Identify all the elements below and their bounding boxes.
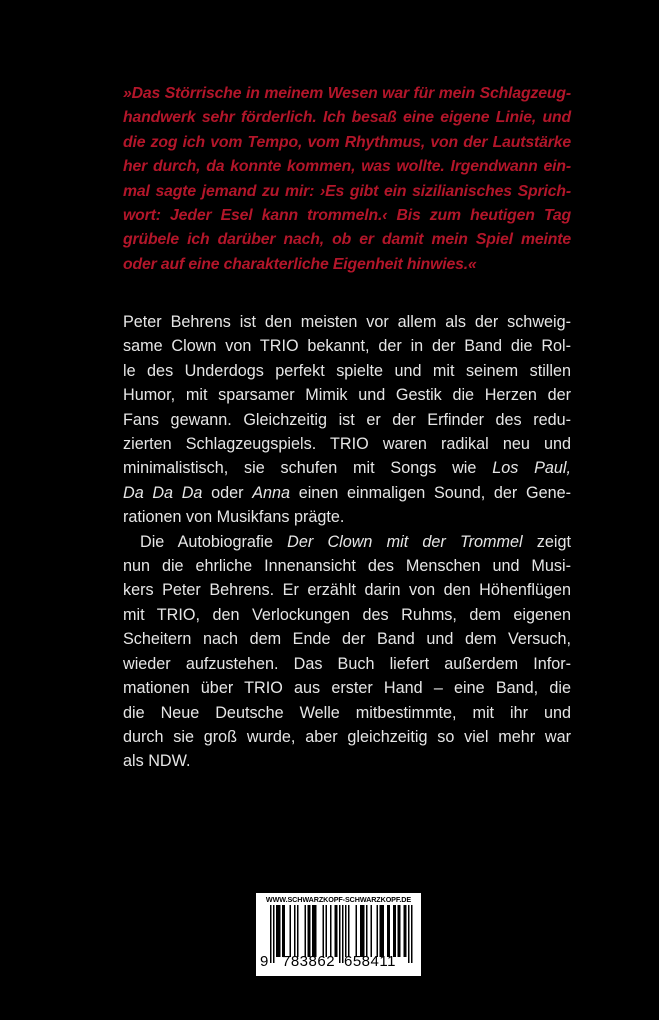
book-title: Der Clown mit der Trommel [287, 532, 523, 551]
blurb-line: nun die ehrliche Innenansicht des Menschen und Musi- [123, 557, 571, 576]
barcode-bar [360, 905, 362, 957]
barcode-bar [297, 905, 299, 957]
barcode-bar [336, 905, 338, 957]
barcode-bar [380, 905, 382, 957]
blurb-line [123, 456, 571, 480]
barcode-bar [387, 905, 389, 957]
barcode-bar [393, 905, 395, 957]
blurb-line: mit TRIO, den Verlockungen des Ruhms, dem eigenen [123, 605, 571, 624]
blurb-text-run: Die Autobiografie [140, 532, 288, 551]
song-title-anna: Anna [252, 483, 291, 502]
blurb-line: die Neue Deutsche Welle mitbestimmte, mit ihr und [123, 703, 571, 722]
blurb-line: zierten Schlagzeugspiels. TRIO waren radikal neu und [123, 435, 571, 454]
blurb-text-run: minimalistisch, sie schufen mit Songs wie [123, 459, 493, 478]
barcode-bar [366, 905, 368, 957]
blurb-line: als NDW. [123, 752, 191, 771]
blurb-line: mationen über TRIO aus erster Hand – eine Band, die [123, 679, 571, 698]
quote-line: grübele ich darüber nach, ob er damit mein Spiel meinte [123, 231, 571, 249]
blurb-line: durch sie groß wurde, aber gleichzeitig so viel mehr war [123, 727, 571, 746]
barcode-digit-group: 658411 [344, 953, 396, 970]
barcode-bar [276, 905, 278, 957]
blurb-line [123, 481, 571, 505]
barcode-bar [315, 905, 317, 957]
barcode-bar [312, 905, 314, 957]
blurb-line: Humor, mit sparsamer Mimik und Gestik die Herzen der [123, 386, 571, 405]
barcode-bar [326, 905, 328, 957]
quote-line: wort: Jeder Esel kann trommeln.‹ Bis zum heutigen Tag [123, 207, 571, 225]
blurb-line: Fans gewann. Gleichzeitig ist er der Erfinder des redu- [123, 410, 571, 429]
barcode-digits [256, 953, 421, 973]
quote-line: »Das Störrische in meinem Wesen war für mein Schlagzeug- [123, 85, 571, 102]
blurb-text [123, 310, 571, 774]
publisher-url: WWW.SCHWARZKOPF-SCHWARZKOPF.DE [265, 895, 412, 904]
blurb-line: Scheitern nach dem Ende der Band und dem Versuch, [123, 630, 571, 649]
blurb-line: rationen von Musikfans prägte. [123, 508, 345, 527]
quote-line: handwerk sehr förderlich. Ich besaß eine eigene Linie, und [123, 109, 571, 127]
barcode-bar [294, 905, 296, 957]
barcode-bar [399, 905, 401, 957]
blurb-line: le des Underdogs perfekt spielte und mit seinem stillen [123, 361, 571, 380]
barcode-bar [290, 905, 292, 957]
barcode-bar [383, 905, 385, 957]
barcode-bar [404, 905, 406, 957]
barcode-bar [335, 905, 337, 957]
barcode-bar [356, 905, 358, 957]
barcode-bar [279, 905, 281, 957]
barcode-bar [305, 905, 307, 957]
quote-line: mal sagte jemand zu mir: ›Es gibt ein sizilianisches Sprich- [123, 182, 571, 200]
barcode-bar [282, 905, 284, 957]
barcode-bar [309, 905, 311, 957]
barcode-bar [314, 905, 316, 957]
barcode-bar [323, 905, 325, 957]
barcode-bar [278, 905, 280, 957]
quote-line: her durch, da konnte kommen, was wollte. Irgendwann ein- [123, 158, 571, 176]
barcode-bar [345, 905, 347, 957]
song-title-da-da-da: Da Da Da [123, 483, 203, 502]
blurb-text-run: einen einmaligen Sound, der Gene- [290, 483, 571, 502]
barcode-digit-group: 783862 [282, 953, 336, 970]
barcode-bar [330, 905, 332, 957]
barcode-bar [381, 905, 383, 957]
blurb-text-run: zeigt [522, 532, 571, 551]
blurb-line: wieder aufzustehen. Das Buch liefert außerdem Infor- [123, 654, 571, 673]
barcode-lead-digit: 9 [260, 953, 269, 970]
barcode-bar [389, 905, 391, 957]
barcode-bar [348, 905, 350, 957]
pull-quote [123, 82, 571, 277]
isbn-barcode [256, 893, 421, 976]
barcode-bar [308, 905, 310, 957]
blurb-text-run: oder [202, 483, 253, 502]
blurb-line: kers Peter Behrens. Er erzählt darin von den Höhenflügen [123, 581, 571, 600]
barcode-bar [371, 905, 373, 957]
quote-line: oder auf eine charakterliche Eigenheit hinwies.« [123, 255, 477, 273]
barcode-bar [405, 905, 407, 957]
barcode-bar [284, 905, 286, 957]
song-title-los-paul: Los Paul, [492, 459, 571, 478]
blurb-line [123, 530, 571, 554]
barcode-bar [377, 905, 379, 957]
barcode-bar [362, 905, 364, 957]
barcode-bar [398, 905, 400, 957]
quote-line: die zog ich vom Tempo, vom Rhythmus, von der Lautstärke [123, 133, 571, 151]
blurb-line: Peter Behrens ist den meisten vor allem als der schweig- [123, 313, 571, 331]
barcode-bar [363, 905, 365, 957]
barcode-bar [395, 905, 397, 957]
blurb-line: same Clown von TRIO bekannt, der in der Band die Rol- [123, 337, 571, 356]
